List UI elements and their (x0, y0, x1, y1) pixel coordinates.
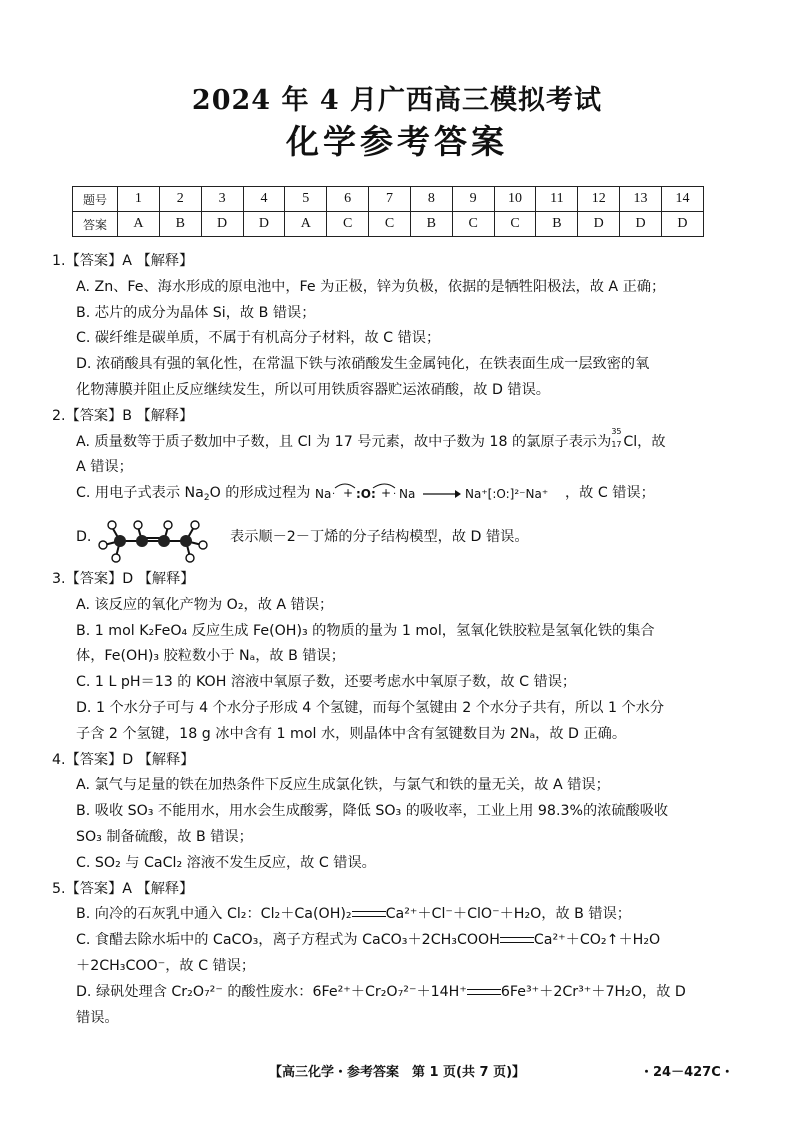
atomic-number: 17 (611, 439, 622, 449)
table-cell: D (578, 212, 620, 237)
table-cell: 1 (118, 187, 160, 212)
q5-heading: 5.【答案】A 【解释】 (52, 880, 194, 897)
q5-line-d-left: D. 绿矾处理含 Cr₂O₇²⁻ 的酸性废水：6Fe²⁺＋Cr₂O₇²⁻＋14H⁺ (76, 983, 467, 1000)
q2-line-d (52, 507, 732, 567)
paper-code: ・24－427C・ (640, 1065, 734, 1080)
q3-line-b-cont: 体，Fe(OH)₃ 胶粒数小于 Nₐ，故 B 错误； (76, 648, 345, 665)
table-cell: 11 (536, 187, 578, 212)
mass-number: 35 (611, 426, 622, 436)
svg-text:Na: Na (398, 487, 416, 502)
q2-line-a-text: A. 质量数等于质子数加中子数，且 Cl 为 17 号元素，故中子数为 18 的氯原子表示为 (76, 433, 612, 450)
q4-line-c: C. SO₂ 与 CaCl₂ 溶液不发生反应，故 C 错误。 (76, 854, 376, 871)
q5-line-b-right: Ca²⁺＋Cl⁻＋ClO⁻＋H₂O，故 B 错误； (385, 906, 631, 923)
table-cell: D (661, 212, 703, 237)
q1-line-d: D. 浓硝酸具有强的氧化性，在常温下铁与浓硝酸发生金属钝化，在铁表面生成一层致密的氧 (76, 356, 650, 373)
q2-line-a (52, 426, 732, 456)
table-cell: 8 (410, 187, 452, 212)
table-cell: A (118, 212, 160, 237)
page-footer: 【高三化学・参考答案 第 1 页(共 7 页)】 (268, 1065, 526, 1080)
q1-line-c: C. 碳纤维是碳单质，不属于有机高分子材料，故 C 错误； (76, 330, 441, 347)
q2-line-c-text2: O 的形成过程为 (209, 485, 311, 502)
question-number-row (73, 187, 704, 212)
q5-line-c (52, 928, 732, 954)
svg-text:·: · (331, 489, 336, 501)
q5-line-d-cont: 错误。 (76, 1009, 119, 1026)
table-cell: C (369, 212, 411, 237)
q3-line-c: C. 1 L pH＝13 的 KOH 溶液中氧原子数，还要考虑水中氧原子数，故 C 错误； (76, 674, 577, 691)
table-cell: 9 (452, 187, 494, 212)
q5-line-b (52, 902, 732, 928)
table-cell: C (327, 212, 369, 237)
table-cell: C (494, 212, 536, 237)
molecule-ball-stick-model (98, 501, 228, 565)
equals-sign (352, 911, 386, 917)
answer-row (73, 212, 704, 237)
table-cell: D (620, 212, 662, 237)
equals-sign (467, 989, 501, 995)
table-cell: A (285, 212, 327, 237)
equals-sign (500, 937, 534, 943)
table-cell: 14 (661, 187, 703, 212)
table-cell: 5 (285, 187, 327, 212)
table-cell: 3 (201, 187, 243, 212)
q3-line-d: D. 1 个水分子可与 4 个水分子形成 4 个氢键，而每个氢键由 2 个水分子共有，所以 1 个水分 (76, 699, 665, 716)
q2-line-c-tail: ，故 C 错误； (564, 485, 655, 502)
q4-line-b-cont: SO₃ 制备硫酸，故 B 错误； (76, 828, 253, 845)
q5-line-c-right: Ca²⁺＋CO₂↑＋H₂O (533, 932, 661, 949)
page-title: 2024 年 4 月广西高三模拟考试 (191, 85, 603, 116)
svg-text:Na: Na (314, 487, 332, 502)
q4-line-b: B. 吸收 SO₃ 不能用水，用水会生成酸雾，降低 SO₃ 的吸收率，工业上用 98.3%的浓硫酸吸收 (76, 803, 669, 820)
svg-text:+: + (380, 486, 391, 501)
q3-line-d-cont: 子含 2 个氢键，18 g 冰中含有 1 mol 水，则晶体中含有氢键数目为 2Nₐ，故 D 正确。 (76, 725, 627, 742)
table-cell: B (410, 212, 452, 237)
table-cell: B (536, 212, 578, 237)
q2-line-c-text1: C. 用电子式表示 Na (76, 485, 204, 502)
table-cell: 12 (578, 187, 620, 212)
q4-line-a: A. 氯气与足量的铁在加热条件下反应生成氯化铁，与氯气和铁的量无关，故 A 错误； (76, 777, 610, 794)
q5-line-c-cont: ＋2CH₃COO⁻，故 C 错误； (76, 957, 256, 974)
q4-heading: 4.【答案】D 【解释】 (52, 751, 195, 768)
row-header-number: 题号 (73, 187, 118, 212)
q2-line-a-tail: Cl，故 (623, 433, 666, 450)
svg-text:Na⁺[:O:]²⁻Na⁺: Na⁺[:O:]²⁻Na⁺ (464, 487, 549, 502)
svg-text::O:: :O: (355, 487, 376, 502)
q5-line-d (52, 980, 732, 1006)
q3-heading: 3.【答案】D 【解释】 (52, 570, 195, 587)
isotope-notation (611, 426, 623, 449)
table-cell: 4 (243, 187, 285, 212)
table-cell: D (201, 212, 243, 237)
page-subtitle: 化学参考答案 (286, 122, 508, 161)
table-cell: B (159, 212, 201, 237)
row-header-answer: 答案 (73, 212, 118, 237)
table-cell: 7 (369, 187, 411, 212)
q1-heading: 1.【答案】A 【解释】 (52, 253, 194, 269)
table-cell: C (452, 212, 494, 237)
q5-line-b-left: B. 向冷的石灰乳中通入 Cl₂：Cl₂＋Ca(OH)₂ (76, 906, 352, 923)
q1-line-a: A. Zn、Fe、海水形成的原电池中，Fe 为正极，锌为负极，依据的是牺牲阳极法，故 A 正确； (76, 278, 666, 295)
answer-explanations (52, 249, 732, 1031)
q3-line-b: B. 1 mol K₂FeO₄ 反应生成 Fe(OH)₃ 的物质的量为 1 mol，氢氧化铁胶粒是氢氧化铁的集合 (76, 622, 655, 639)
q5-line-c-left: C. 食醋去除水垢中的 CaCO₃，离子方程式为 CaCO₃＋2CH₃COOH (76, 932, 500, 949)
table-cell: 10 (494, 187, 536, 212)
table-cell: 13 (620, 187, 662, 212)
answer-table (72, 186, 704, 237)
table-cell: 6 (327, 187, 369, 212)
q5-line-d-right: 6Fe³⁺＋2Cr³⁺＋7H₂O，故 D (500, 983, 686, 1000)
table-cell: D (243, 212, 285, 237)
q3-line-a: A. 该反应的氧化产物为 O₂，故 A 错误； (76, 596, 334, 613)
q2-line-d-label: D. (76, 528, 92, 545)
q2-line-d-text: 表示顺－2－丁烯的分子结构模型，故 D 错误。 (230, 528, 529, 545)
svg-text:+: + (342, 486, 353, 501)
q2-heading: 2.【答案】B 【解释】 (52, 407, 194, 424)
q1-line-d-cont: 化物薄膜并阻止反应继续发生，所以可用铁质容器贮运浓硝酸，故 D 错误。 (76, 381, 550, 398)
q2-line-c: C. 用电子式表示 $Na_2O$ 的形成过程为 Na · + :O: + · Na Na⁺[:O:]²⁻Na⁺ ，故 C 错误； (52, 481, 732, 507)
q2-line-a-cont: A 错误； (76, 459, 133, 476)
svg-text:·: · (392, 489, 397, 501)
q1-line-b: B. 芯片的成分为晶体 Si，故 B 错误； (76, 304, 316, 321)
table-cell: 2 (159, 187, 201, 212)
electron-formula-diagram (315, 482, 565, 504)
